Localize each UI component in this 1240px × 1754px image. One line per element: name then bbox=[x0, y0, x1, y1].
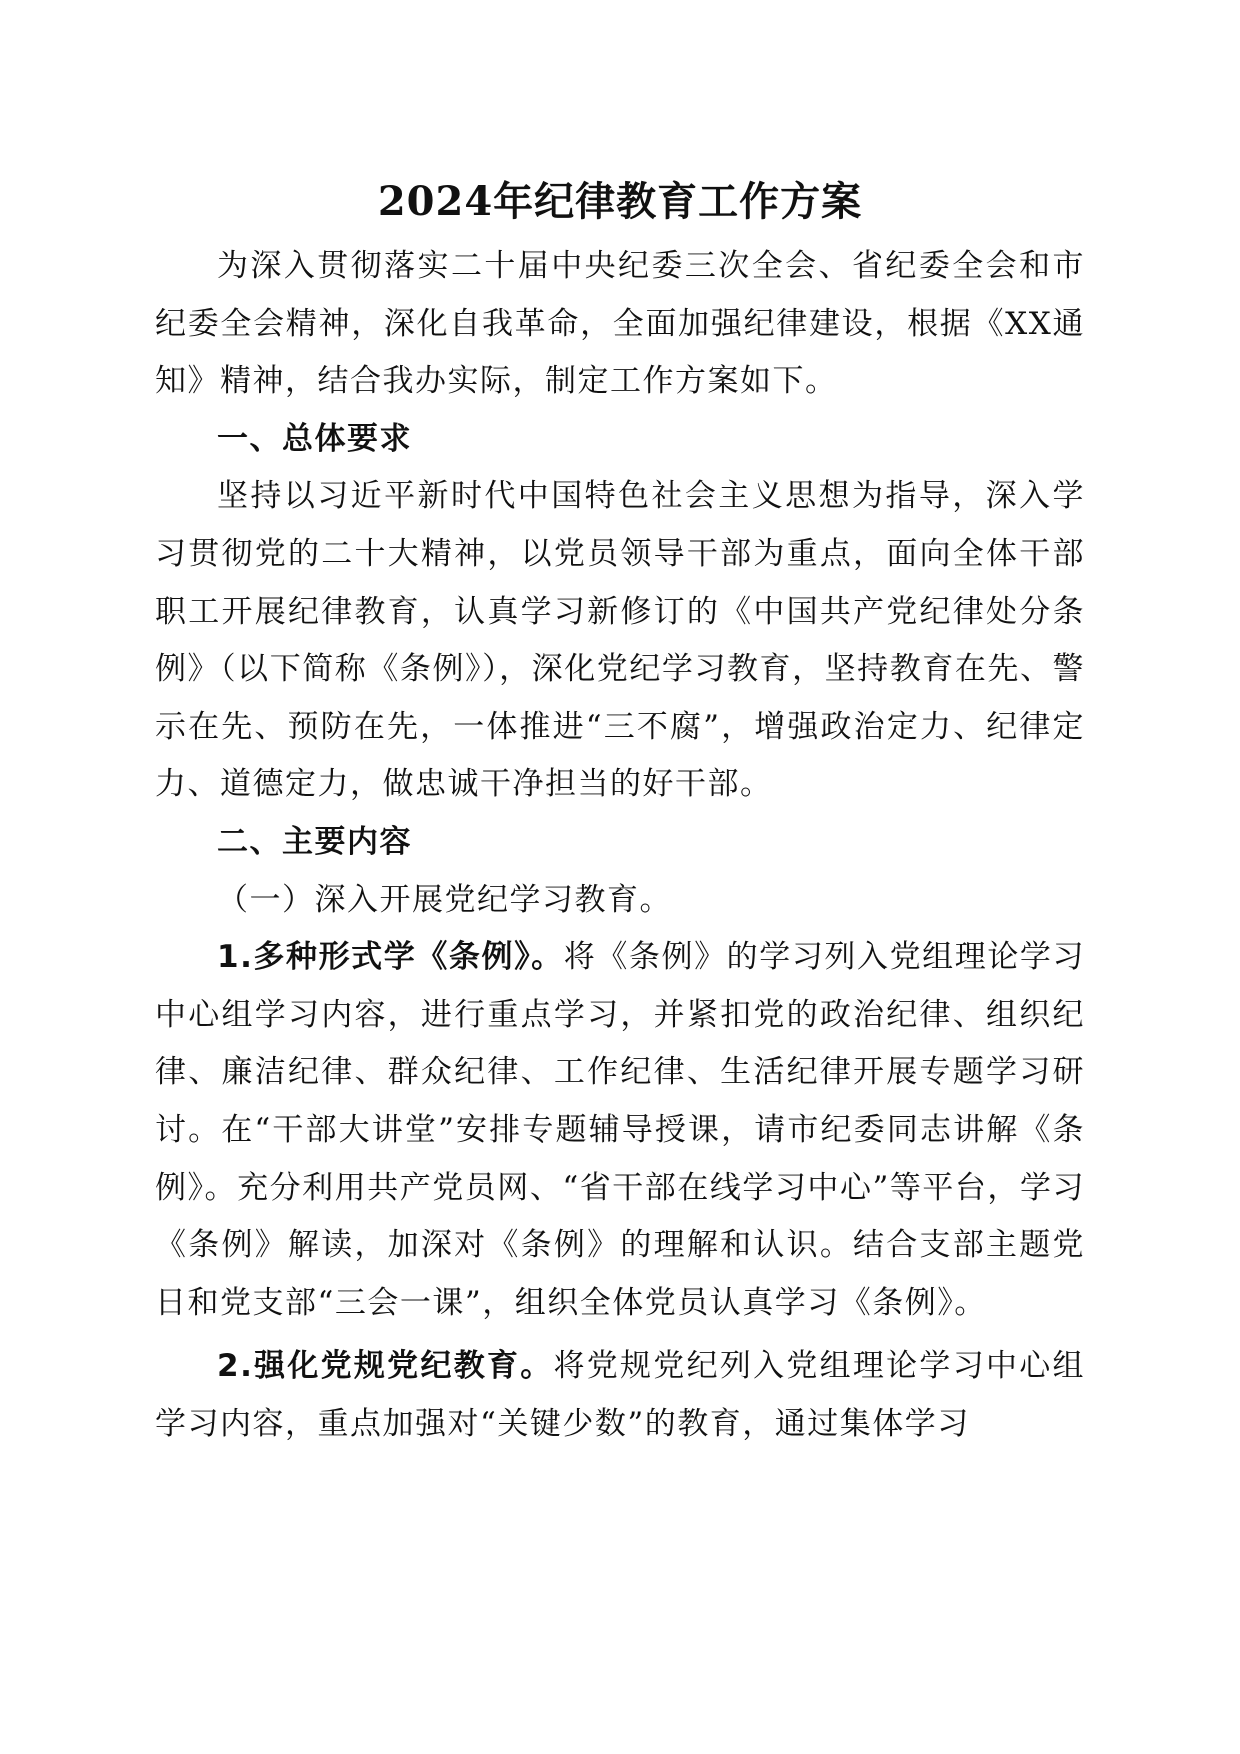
subsection-heading-discipline-study: （一）深入开展党纪学习教育。 bbox=[217, 881, 672, 918]
overall-requirements-paragraph: 坚持以习近平新时代中国特色社会主义思想为指导，深入学习贯彻党的二十大精神，以党员领导干部为重点，面向全体干部职工开展纪律教育，认真学习新修订的《中国共产党纪律处分条例》（以下简称《条例》），深化党纪学习教育，坚持教育在先、警示在先、预防在先，一体推进“三不腐”，增强政治定力、纪律定力、道德定力，做忠诚干净担当的好干部。 bbox=[155, 478, 1085, 803]
section-heading-main-content: 二、主要内容 bbox=[217, 823, 412, 860]
document-page bbox=[155, 176, 1085, 1453]
item-1-body: 将《条例》的学习列入党组理论学习中心组学习内容，进行重点学习，并紧扣党的政治纪律、组织纪律、廉洁纪律、群众纪律、工作纪律、生活纪律开展专题学习研讨。在“干部大讲堂”安排专题辅导授课，请市纪委同志讲解《条例》。充分利用共产党员网、“省干部在线学习中心”等平台，学习《条例》解读，加深对《条例》的理解和认识。结合支部主题党日和党支部“三会一课”，组织全体党员认真学习《条例》。 bbox=[155, 939, 1085, 1321]
item-2-paragraph bbox=[155, 1338, 1085, 1453]
item-2-body: 将党规党纪列入党组理论学习中心组学习内容，重点加强对“关键少数”的教育，通过集体学习 bbox=[155, 1348, 1085, 1442]
document-title: 2024年纪律教育工作方案 bbox=[377, 178, 863, 225]
item-1-paragraph bbox=[155, 929, 1085, 1332]
item-2-lead: 2.强化党规党纪教育。 bbox=[217, 1348, 554, 1385]
item-1-lead: 1.多种形式学《条例》。 bbox=[217, 939, 564, 976]
intro-paragraph: 为深入贯彻落实二十届中央纪委三次全会、省纪委全会和市纪委全会精神，深化自我革命，全面加强纪律建设，根据《XX通知》精神，结合我办实际，制定工作方案如下。 bbox=[155, 248, 1085, 400]
section-heading-overall-requirements: 一、总体要求 bbox=[217, 420, 412, 457]
